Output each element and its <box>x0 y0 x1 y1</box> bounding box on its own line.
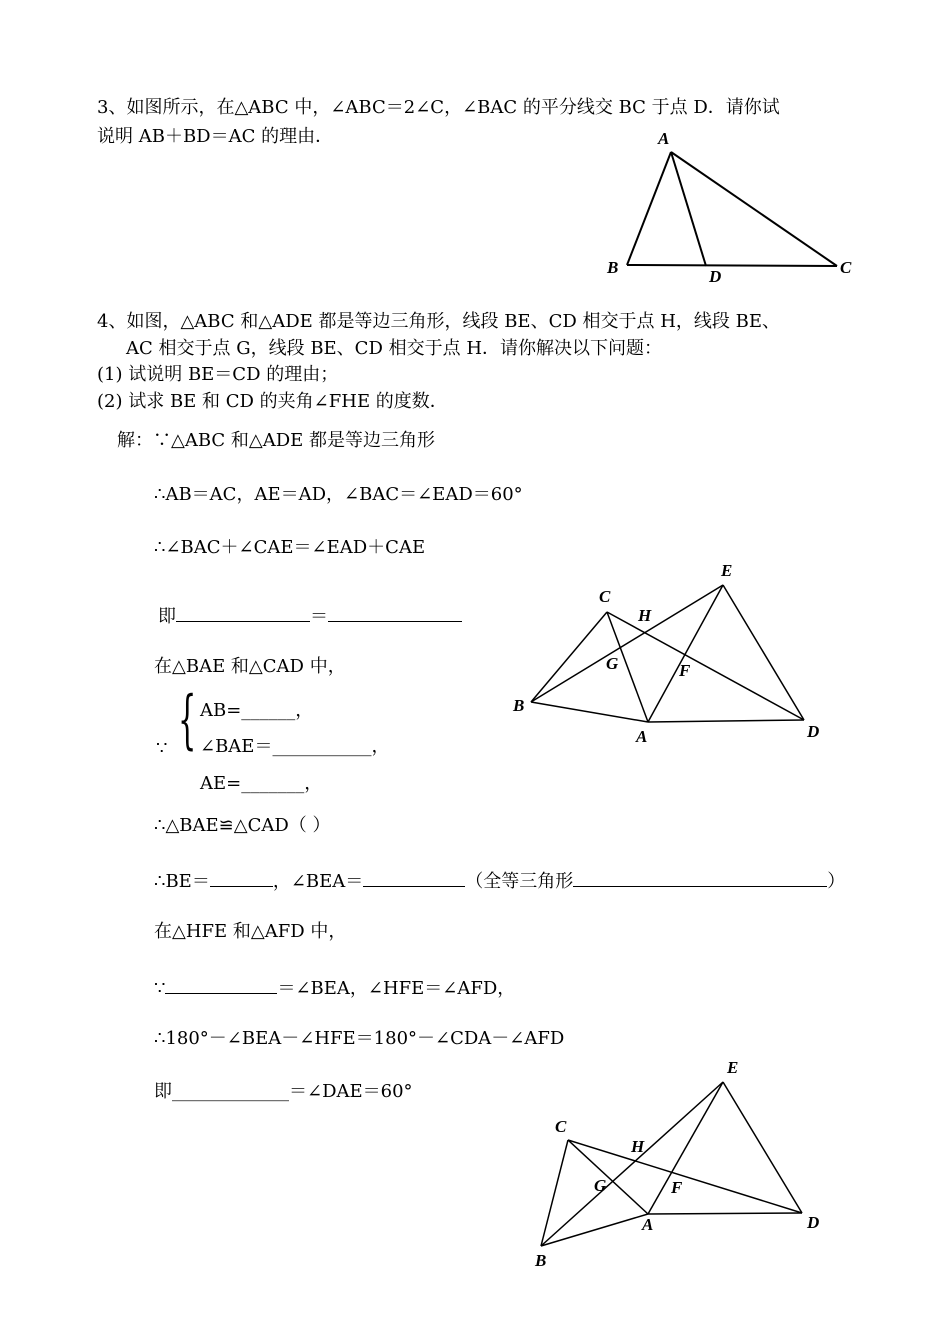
q3-label-D: D <box>709 267 722 286</box>
q3-label-A: A <box>658 129 670 148</box>
sol-s7-blank2[interactable] <box>363 868 465 887</box>
sol-s5: 在△BAE 和△CAD 中， <box>154 656 346 677</box>
sol-s9-b: ＝∠BEA，∠HFE＝∠AFD， <box>277 978 516 999</box>
sol-s9-blank[interactable] <box>165 975 277 994</box>
sol-s4-blank1[interactable] <box>176 603 310 622</box>
sol-s4 <box>158 603 462 628</box>
sol-b2: ∠BAE＝___________， <box>200 736 390 757</box>
q3-seg-AD <box>671 152 706 266</box>
fig2-label-A: A <box>642 1215 654 1234</box>
q3-seg-AC <box>671 152 837 266</box>
q4-part2: (2) 试求 BE 和 CD 的夹角∠FHE 的度数． <box>97 391 448 412</box>
fig2-label-H: H <box>631 1137 645 1156</box>
fig1-label-C: C <box>599 587 611 606</box>
fig2-label-G: G <box>594 1176 607 1195</box>
sol-s2: ∴AB＝AC，AE＝AD，∠BAC＝∠EAD＝60° <box>154 484 523 505</box>
sol-b1: AB=______， <box>200 700 314 721</box>
q4-line1: 4、如图，△ABC 和△ADE 都是等边三角形，线段 BE、CD 相交于点 H，线段 BE、 <box>97 311 781 332</box>
fig1-label-H: H <box>638 606 652 625</box>
fig1-label-A: A <box>636 727 648 746</box>
fig1-label-F: F <box>679 661 691 680</box>
sol-s4-blank2[interactable] <box>328 603 462 622</box>
sol-s7 <box>154 868 845 893</box>
fig1-label-B: B <box>513 696 525 715</box>
sol-s7-a: ∴BE＝ <box>154 871 210 892</box>
fig1-label-E: E <box>721 561 733 580</box>
fig2-label-C: C <box>555 1117 567 1136</box>
q4-part1: (1) 试说明 BE＝CD 的理由； <box>97 364 339 385</box>
q3-seg-BC <box>627 265 837 266</box>
sol-s7-c: （全等三角形 <box>465 871 574 892</box>
sol-s3: ∴∠BAC＋∠CAE＝∠EAD＋CAE <box>154 537 426 558</box>
sol-s4-prefix: 即 <box>158 606 176 627</box>
sol-s7-blank3[interactable] <box>573 868 827 887</box>
q3-line1: 3、如图所示，在△ABC 中，∠ABC＝2∠C，∠BAC 的平分线交 BC 于点 D．请你试 <box>97 97 780 118</box>
sol-s7-d: ） <box>827 871 846 892</box>
sol-s11: 即_____________＝∠DAE＝60° <box>154 1081 413 1102</box>
fig2-label-B: B <box>535 1251 547 1270</box>
left-brace-icon: { <box>178 683 197 757</box>
sol-because: ∵ <box>156 738 168 759</box>
sol-s8: 在△HFE 和△AFD 中， <box>154 921 347 942</box>
sol-s4-eq: ＝ <box>310 606 328 627</box>
q3-label-B: B <box>607 258 619 277</box>
fig2-label-E: E <box>727 1058 739 1077</box>
sol-s7-b: ，∠BEA＝ <box>272 871 364 892</box>
sol-s10: ∴180°－∠BEA－∠HFE＝180°－∠CDA－∠AFD <box>154 1028 565 1049</box>
fig1-label-D: D <box>807 722 820 741</box>
q4-figure2 <box>541 1082 802 1246</box>
sol-b3: AE=_______， <box>200 773 323 794</box>
sol-s6: ∴△BAE≌△CAD（ ） <box>154 815 331 836</box>
q3-line2: 说明 AB＋BD＝AC 的理由． <box>97 126 334 147</box>
sol-s9 <box>154 975 515 1000</box>
sol-s9-a: ∵ <box>154 978 166 999</box>
fig1-label-G: G <box>606 654 619 673</box>
q4-figure1 <box>531 585 804 722</box>
q4-line2: AC 相交于点 G，线段 BE、CD 相交于点 H．请你解决以下问题： <box>126 338 663 359</box>
fig2-label-F: F <box>671 1178 683 1197</box>
q3-seg-AB <box>627 152 671 265</box>
sol-s1: 解：∵△ABC 和△ADE 都是等边三角形 <box>117 430 436 451</box>
fig2-label-D: D <box>807 1213 820 1232</box>
q3-label-C: C <box>840 258 852 277</box>
sol-s7-blank1[interactable] <box>210 868 273 887</box>
